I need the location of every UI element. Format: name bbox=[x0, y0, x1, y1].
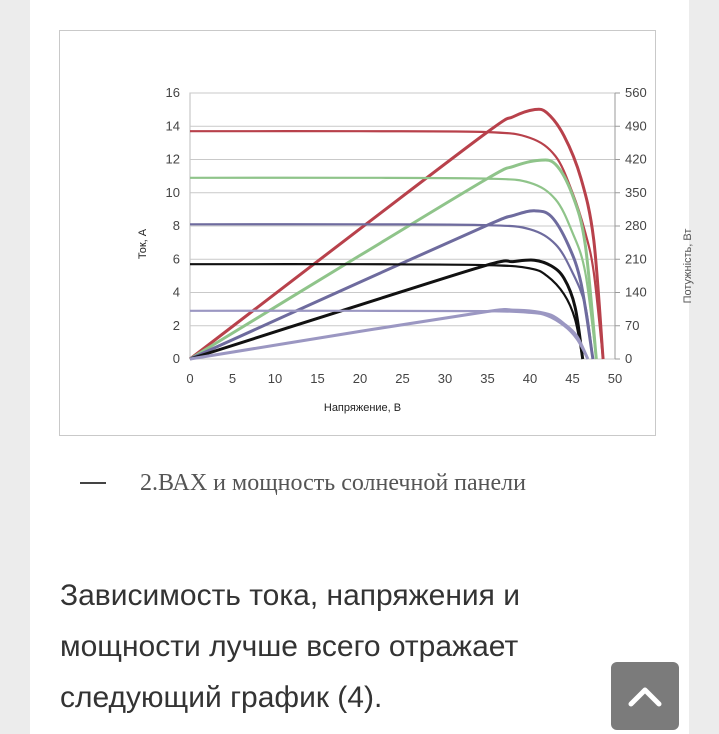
caption-dash bbox=[80, 482, 106, 484]
y-tick-label: 16 bbox=[165, 85, 180, 100]
x-tick-label: 5 bbox=[228, 371, 237, 386]
x-tick-label: 15 bbox=[310, 371, 325, 386]
article-page bbox=[30, 0, 694, 734]
x-axis-title: Напряжение, В bbox=[323, 402, 402, 414]
x-tick-label: 0 bbox=[186, 371, 194, 386]
y-tick-label: 2 bbox=[172, 317, 180, 333]
chart-frame bbox=[59, 30, 694, 436]
x-tick-label: 25 bbox=[395, 371, 410, 386]
y2-axis-title: Потужність, Вт bbox=[682, 228, 694, 304]
chevron-up-icon bbox=[611, 662, 679, 730]
scroll-to-top-button[interactable] bbox=[611, 662, 679, 730]
x-tick-label: 20 bbox=[352, 371, 368, 386]
y-tick-label: 4 bbox=[172, 284, 180, 300]
y-tick-label: 12 bbox=[165, 151, 180, 167]
x-tick-label: 40 bbox=[522, 371, 538, 386]
y2-tick-label: 280 bbox=[625, 218, 647, 233]
y-tick-label: 6 bbox=[172, 251, 180, 267]
power-curve-5 bbox=[190, 309, 588, 359]
y2-tick-label: 490 bbox=[625, 118, 647, 134]
x-tick-label: 50 bbox=[607, 371, 623, 386]
y-tick-label: 14 bbox=[165, 118, 180, 134]
y-tick-label: 0 bbox=[172, 351, 180, 366]
y2-tick-label: 70 bbox=[625, 317, 640, 333]
iv-curve-5 bbox=[190, 311, 588, 359]
iv-power-chart bbox=[60, 31, 694, 437]
y2-tick-label: 0 bbox=[625, 351, 633, 366]
y2-tick-label: 560 bbox=[625, 85, 647, 100]
x-tick-label: 10 bbox=[267, 371, 283, 386]
power-curve-3 bbox=[190, 211, 593, 359]
x-tick-label: 35 bbox=[480, 371, 495, 386]
y2-tick-label: 350 bbox=[625, 184, 647, 200]
y2-tick-label: 210 bbox=[625, 251, 647, 267]
y-tick-label: 8 bbox=[172, 218, 180, 233]
y-tick-label: 10 bbox=[165, 184, 180, 200]
figure-caption bbox=[80, 466, 526, 500]
caption-text: 2.ВАХ и мощность солнечной панели bbox=[140, 469, 526, 496]
y2-tick-label: 140 bbox=[625, 284, 647, 300]
x-tick-label: 45 bbox=[565, 371, 580, 386]
y-axis-title: Ток, А bbox=[137, 228, 149, 260]
body-paragraph: Зависимость тока, напряжения и мощности лучше всего отражает следующий график (4). bbox=[60, 579, 521, 714]
y2-tick-label: 420 bbox=[625, 151, 647, 167]
x-tick-label: 30 bbox=[437, 371, 453, 386]
